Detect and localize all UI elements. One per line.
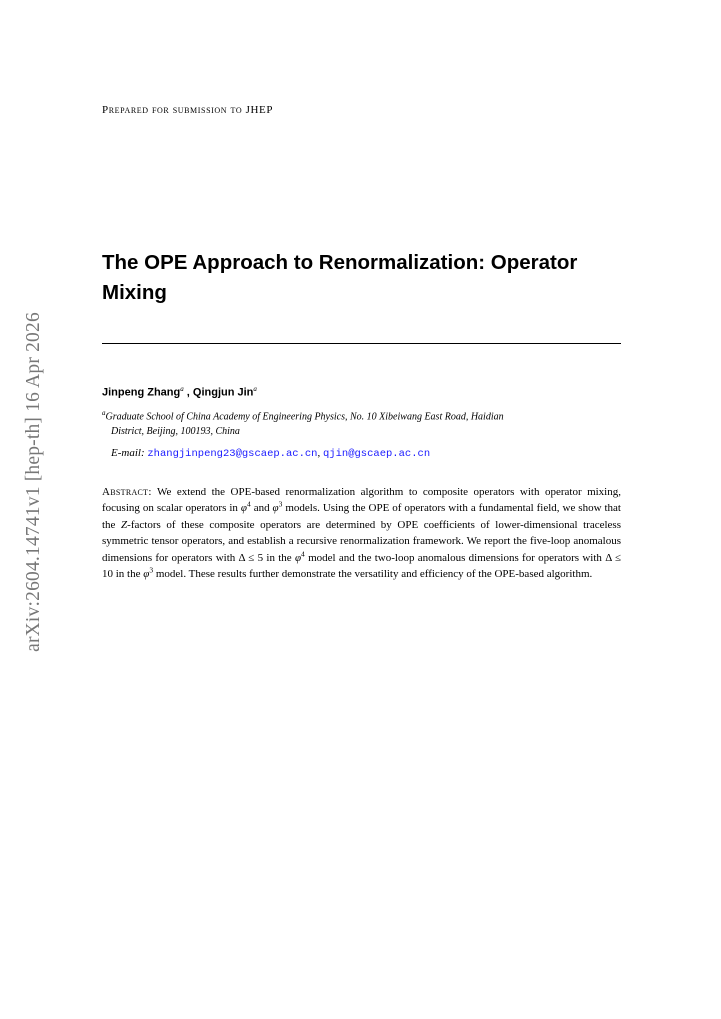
abstract-text: model and the two-loop anomalous dimensions for operators with (304, 551, 606, 564)
affiliation (102, 406, 624, 439)
author-name: Qingjun Jin (192, 386, 254, 399)
title-line-1: The OPE Approach to Renormalization: Operator (102, 251, 578, 274)
author-list (102, 385, 257, 399)
math-phi: φ (240, 502, 247, 515)
abstract-text: -factors of these composite operators are determined by OPE coefficients of lower-dimensional traceless symmetric tensor operators, and establish a recursive renormalization framework. We report the five-loop anomalous dimensions for operators with (102, 518, 621, 564)
affiliation-mark: a (180, 385, 184, 393)
math-exponent: 4 (301, 548, 305, 558)
abstract-text: model. These results further demonstrate the versatility and efficiency of the OPE-based algorithm. (153, 568, 593, 581)
abstract-text: and (250, 502, 273, 515)
math-exponent: 3 (278, 499, 283, 509)
math-phi: φ (294, 551, 302, 564)
affiliation-mark: a (253, 385, 257, 393)
math-condition: Δ ≤ 5 (238, 551, 264, 564)
affiliation-mark: a (102, 409, 106, 417)
author-separator: , (183, 386, 193, 399)
email-link[interactable]: qjin@gscaep.ac.cn (323, 448, 431, 460)
affiliation-line-1: Graduate School of China Academy of Engineering Physics, No. 10 Xibeiwang East Road, Haidian (105, 411, 504, 423)
submission-note: Prepared for submission to JHEP (102, 104, 274, 116)
arxiv-stamp-text: arXiv:2604.14741v1 [hep-th] 16 Apr 2026 (23, 312, 44, 652)
email-line (111, 447, 430, 460)
arxiv-identifier-stamp (22, 296, 46, 668)
abstract (102, 484, 621, 582)
author-name: Jinpeng Zhang (102, 386, 181, 399)
abstract-text: in the (263, 551, 295, 564)
affiliation-line-2: District, Beijing, 100193, China (111, 426, 240, 438)
email-link[interactable]: zhangjinpeng23@gscaep.ac.cn (147, 448, 318, 460)
math-z: Z (121, 518, 128, 531)
title-line-2: Mixing (102, 281, 167, 304)
paper-title (102, 248, 622, 308)
abstract-text: models. Using the OPE of operators with a fundamental field, we show that the (102, 502, 621, 531)
email-label: E-mail: (111, 447, 145, 459)
math-exponent: 4 (246, 499, 251, 509)
email-separator: , (317, 447, 323, 459)
math-phi: φ (272, 502, 279, 515)
abstract-label: Abstract: (102, 486, 152, 498)
abstract-text: We extend the OPE-based renormalization algorithm to composite operators with operator mixing, focusing on scalar operators in (102, 486, 621, 515)
math-exponent: 3 (149, 565, 154, 575)
abstract-text: in the (113, 568, 144, 581)
title-divider (102, 343, 621, 344)
math-phi: φ (143, 568, 150, 581)
math-condition: Δ ≤ 10 (102, 551, 621, 581)
